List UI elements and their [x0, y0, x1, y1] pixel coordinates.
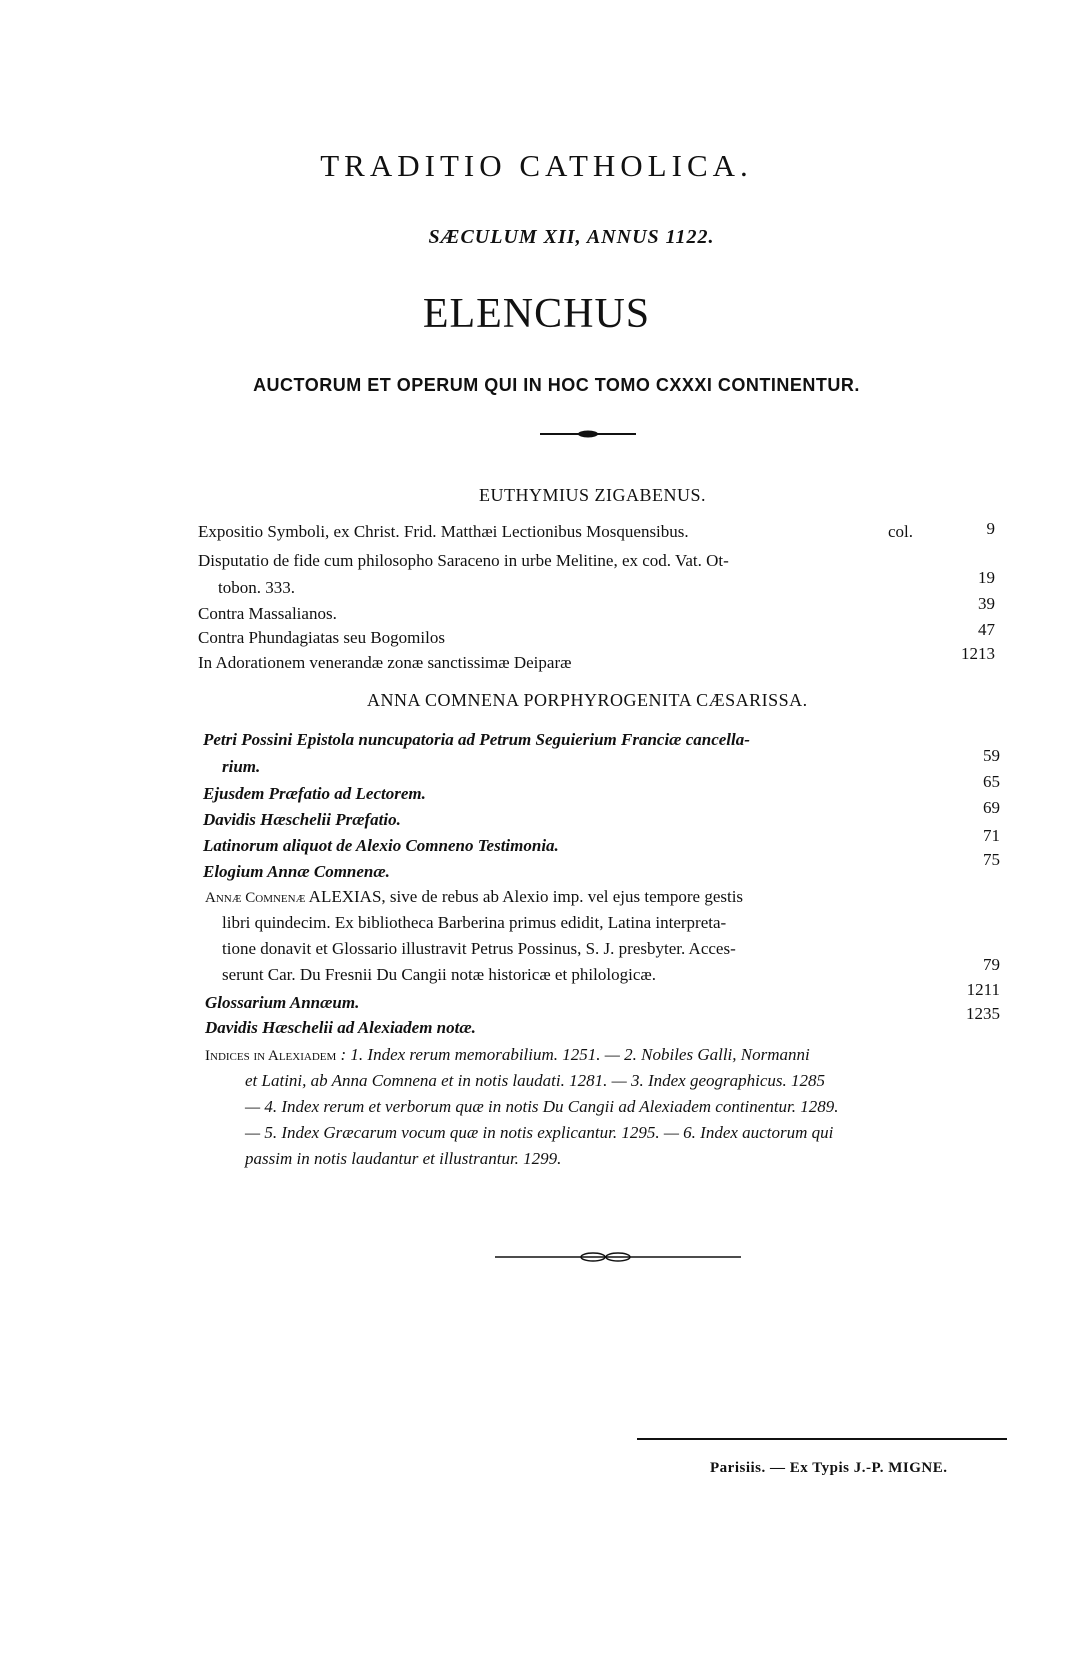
page-number: 1211: [966, 980, 1000, 999]
alexias-line4: serunt Car. Du Fresnii Du Cangii notæ historicæ et philologicæ.: [222, 965, 656, 984]
page-number: 19: [978, 568, 995, 587]
indices-line2: et Latini, ab Anna Comnena et in notis laudati. 1281. — 3. Index geographicus. 1285: [245, 1071, 826, 1090]
series-title: TRADITIO CATHOLICA.: [320, 148, 753, 183]
entry-text: Disputatio de fide cum philosopho Saraceno in urbe Melitine, ex cod. Vat. Ot-: [198, 551, 729, 570]
page-number: 1213: [961, 644, 995, 663]
page-number: 9: [986, 519, 995, 538]
alexias-line1: ALEXIAS, sive de rebus ab Alexio imp. vel ejus tempore gestis: [305, 887, 744, 906]
alexias-line2: libri quindecim. Ex bibliotheca Barberina primus edidit, Latina interpreta-: [222, 913, 727, 932]
page-number: 75: [983, 850, 1000, 869]
ornament-rule-top: [538, 427, 638, 441]
imprint: Parisiis. — Ex Typis J.-P. MIGNE.: [710, 1460, 948, 1476]
indices-lead: Indices in Alexiadem: [205, 1048, 337, 1064]
page-number: 39: [978, 594, 995, 613]
entry-text: In Adorationem venerandæ zonæ sanctissimæ Deiparæ: [198, 653, 572, 672]
page-number: 79: [983, 955, 1000, 974]
page-number: 47: [978, 620, 995, 639]
alexias-entry: [205, 887, 743, 907]
entry-text-continued: tobon. 333.: [218, 578, 295, 597]
indices-line4: — 5. Index Græcarum vocum quæ in notis explicantur. 1295. — 6. Index auctorum qui: [245, 1123, 834, 1142]
entry-text: Petri Possini Epistola nuncupatoria ad Petrum Seguierium Franciæ cancella-: [203, 730, 750, 749]
entry-text: Elogium Annæ Comnenæ.: [203, 862, 390, 881]
notae-entry: Davidis Hæschelii ad Alexiadem notæ.: [205, 1018, 476, 1037]
page-number: 59: [983, 746, 1000, 765]
section-heading-euthymius: EUTHYMIUS ZIGABENUS.: [479, 485, 706, 505]
entry-text: Ejusdem Præfatio ad Lectorem.: [203, 784, 426, 803]
alexias-line3: tione donavit et Glossario illustravit Petrus Possinus, S. J. presbyter. Acces-: [222, 939, 736, 958]
entry-text: Latinorum aliquot de Alexio Comneno Testimonia.: [203, 836, 559, 855]
indices-line3: — 4. Index rerum et verborum quæ in notis Du Cangii ad Alexiadem continentur. 1289.: [245, 1097, 839, 1116]
entry-text: Expositio Symboli, ex Christ. Frid. Matthæi Lectionibus Mosquensibus.: [198, 522, 689, 541]
entry-text: Davidis Hæschelii Præfatio.: [203, 810, 401, 829]
elenchus-subtitle: AUCTORUM ET OPERUM QUI IN HOC TOMO CXXXI CONTINENTUR.: [253, 375, 860, 395]
alexias-lead: Annæ Comnenæ: [205, 890, 306, 906]
ornament-rule-bottom: [493, 1250, 743, 1264]
page-number: 65: [983, 772, 1000, 791]
saeculum-line: SÆCULUM XII, ANNUS 1122.: [428, 226, 715, 248]
entry-text-continued: rium.: [222, 757, 261, 776]
entry-text: Contra Massalianos.: [198, 604, 337, 623]
indices-line1: : 1. Index rerum memorabilium. 1251. — 2. Nobiles Galli, Normanni: [336, 1045, 810, 1064]
entry-text: Contra Phundagiatas seu Bogomilos: [198, 628, 445, 647]
page-number: 69: [983, 798, 1000, 817]
section-heading-anna-comnena: ANNA COMNENA PORPHYROGENITA CÆSARISSA.: [367, 690, 808, 710]
glossarium-entry: Glossarium Annæum.: [205, 993, 360, 1012]
col-label: col.: [888, 522, 914, 541]
indices-line5: passim in notis laudantur et illustrantur. 1299.: [245, 1149, 562, 1168]
page-number: 1235: [966, 1004, 1000, 1023]
footer-rule: [637, 1438, 1007, 1440]
elenchus-heading: ELENCHUS: [422, 291, 651, 337]
page-number: 71: [983, 826, 1000, 845]
indices-entry: [205, 1045, 810, 1065]
